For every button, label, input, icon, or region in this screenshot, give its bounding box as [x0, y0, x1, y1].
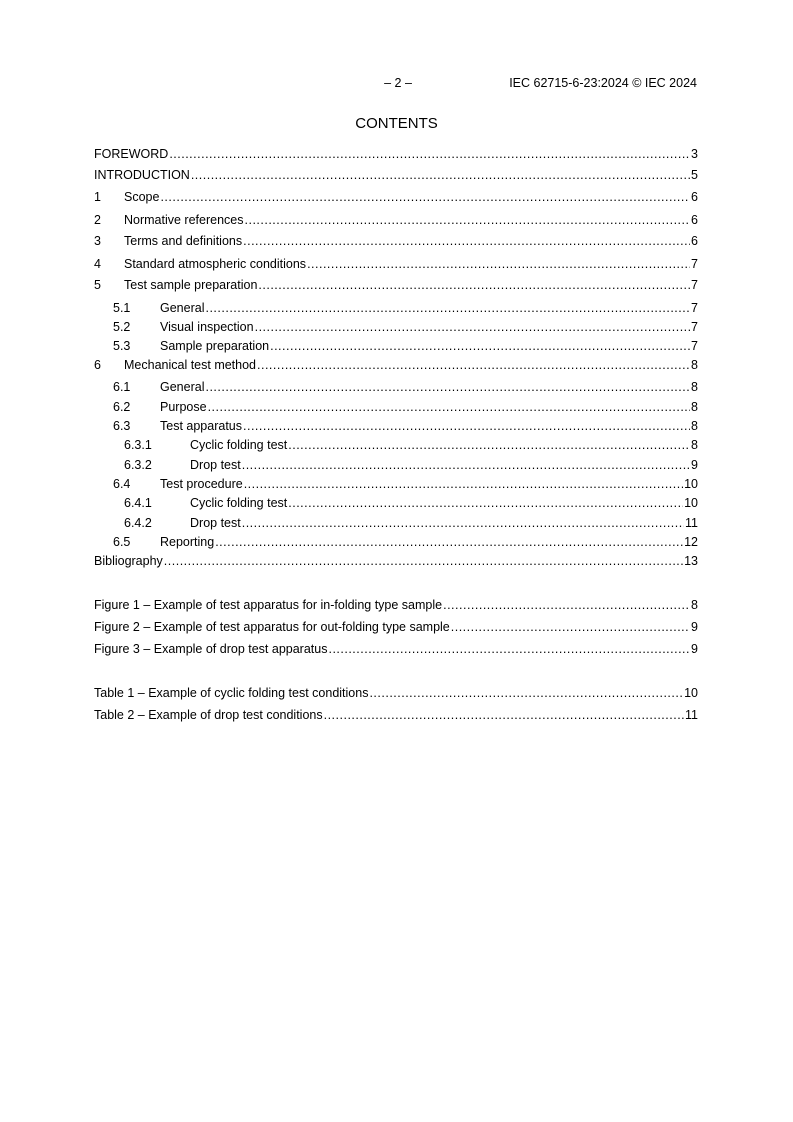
toc-entry-label: Purpose: [160, 400, 207, 414]
toc-entry-page: 5: [691, 168, 698, 182]
dot-leader: [288, 437, 690, 453]
toc-entry-page: 7: [691, 257, 698, 271]
toc-entry-label: Cyclic folding test: [190, 496, 288, 510]
dot-leader: [169, 146, 690, 162]
dot-leader: [443, 597, 690, 613]
dot-leader: [257, 357, 690, 373]
toc-entry-page: 11: [685, 708, 698, 722]
dot-leader: [307, 256, 690, 272]
toc-entry[interactable]: [94, 476, 698, 492]
toc-entry[interactable]: [94, 619, 698, 635]
toc-entry-label: INTRODUCTION: [94, 168, 190, 182]
toc-entry-page: 12: [684, 535, 698, 549]
toc-entry[interactable]: [94, 597, 698, 613]
toc-entry-number: 6.3.1: [124, 438, 152, 452]
toc-entry-page: 9: [691, 642, 698, 656]
toc-entry-label: Figure 1 – Example of test apparatus for in-folding type sample: [94, 598, 443, 612]
toc-entry-number: 6.4.1: [124, 496, 152, 510]
toc-entry-page: 7: [691, 339, 698, 353]
toc-entry-label: Test apparatus: [160, 419, 242, 433]
dot-leader: [328, 641, 690, 657]
toc-entry-page: 10: [684, 496, 698, 510]
toc-entry-label: Bibliography: [94, 554, 163, 568]
toc-entry-page: 7: [691, 301, 698, 315]
toc-entry-label: Table 1 – Example of cyclic folding test conditions: [94, 686, 369, 700]
toc-entry-page: 8: [691, 598, 698, 612]
toc-entry-page: 6: [691, 234, 698, 248]
toc-entry-label: Reporting: [160, 535, 215, 549]
toc-entry[interactable]: [94, 534, 698, 550]
toc-entry-label: Figure 3 – Example of drop test apparatus: [94, 642, 328, 656]
toc-entry-label: Figure 2 – Example of test apparatus for out-folding type sample: [94, 620, 450, 634]
dot-leader: [244, 476, 683, 492]
toc-entry-number: 1: [94, 190, 101, 204]
toc-entry-number: 5.1: [113, 301, 131, 315]
dot-leader: [191, 167, 690, 183]
toc-entry-page: 10: [684, 686, 698, 700]
toc-entry-number: 3: [94, 234, 101, 248]
toc-entry-page: 7: [691, 320, 698, 334]
toc-entry[interactable]: [94, 707, 698, 723]
toc-entry[interactable]: [94, 437, 698, 453]
toc-entry-page: 13: [684, 554, 698, 568]
toc-entry-number: 6.5: [113, 535, 131, 549]
dot-leader: [369, 685, 683, 701]
toc-entry-number: 6.2: [113, 400, 131, 414]
toc-entry[interactable]: [94, 418, 698, 434]
dot-leader: [324, 707, 684, 723]
toc-entry-label: FOREWORD: [94, 147, 169, 161]
toc-entry-label: Cyclic folding test: [190, 438, 288, 452]
toc-entry[interactable]: [94, 641, 698, 657]
toc-entry[interactable]: [94, 277, 698, 293]
toc-entry[interactable]: [94, 399, 698, 415]
dot-leader: [205, 300, 690, 316]
toc-entry-label: Test sample preparation: [124, 278, 258, 292]
toc-entry[interactable]: [94, 256, 698, 272]
toc-entry-page: 8: [691, 400, 698, 414]
toc-entry-number: 5: [94, 278, 101, 292]
toc-entry-label: Drop test: [190, 516, 241, 530]
contents-title: CONTENTS: [355, 115, 438, 132]
document-reference: IEC 62715-6-23:2024 © IEC 2024: [509, 76, 697, 90]
dot-leader: [242, 457, 690, 473]
toc-entry[interactable]: [94, 457, 698, 473]
dot-leader: [164, 553, 683, 569]
dot-leader: [215, 534, 683, 550]
toc-entry-number: 5.3: [113, 339, 131, 353]
dot-leader: [243, 233, 690, 249]
toc-entry-number: 6.3: [113, 419, 131, 433]
toc-entry-page: 8: [691, 419, 698, 433]
toc-entry-page: 6: [691, 190, 698, 204]
toc-entry-number: 6: [94, 358, 101, 372]
dot-leader: [205, 379, 690, 395]
toc-entry-label: Scope: [124, 190, 160, 204]
toc-entry-page: 11: [685, 516, 698, 530]
toc-entry-number: 5.2: [113, 320, 131, 334]
toc-entry-label: General: [160, 301, 205, 315]
toc-entry-page: 10: [684, 477, 698, 491]
toc-entry-number: 6.1: [113, 380, 131, 394]
dot-leader: [288, 495, 683, 511]
toc-entry[interactable]: [94, 146, 698, 162]
toc-entry[interactable]: [94, 233, 698, 249]
toc-entry-page: 8: [691, 380, 698, 394]
toc-entry[interactable]: [94, 167, 698, 183]
toc-entry[interactable]: [94, 553, 698, 569]
toc-entry-label: General: [160, 380, 205, 394]
toc-entry-number: 6.3.2: [124, 458, 152, 472]
toc-entry-number: 4: [94, 257, 101, 271]
toc-entry[interactable]: [94, 515, 698, 531]
toc-entry-label: Standard atmospheric conditions: [124, 257, 307, 271]
dot-leader: [258, 277, 690, 293]
toc-entry-page: 3: [691, 147, 698, 161]
toc-entry-label: Table 2 – Example of drop test conditions: [94, 708, 323, 722]
toc-entry-label: Terms and definitions: [124, 234, 243, 248]
toc-entry-label: Visual inspection: [160, 320, 254, 334]
toc-entry-label: Test procedure: [160, 477, 243, 491]
toc-entry-page: 7: [691, 278, 698, 292]
page-number: – 2 –: [384, 76, 412, 90]
toc-entry[interactable]: [94, 685, 698, 701]
toc-entry-page: 6: [691, 213, 698, 227]
toc-entry[interactable]: [94, 212, 698, 228]
toc-entry[interactable]: [94, 189, 698, 205]
dot-leader: [245, 212, 691, 228]
toc-entry-label: Drop test: [190, 458, 241, 472]
dot-leader: [255, 319, 690, 335]
toc-entry-number: 2: [94, 213, 101, 227]
dot-leader: [451, 619, 690, 635]
toc-entry[interactable]: [94, 357, 698, 373]
toc-entry[interactable]: [94, 319, 698, 335]
toc-entry-page: 9: [691, 620, 698, 634]
toc-entry-label: Sample preparation: [160, 339, 270, 353]
toc-entry-label: Normative references: [124, 213, 244, 227]
toc-entry[interactable]: [94, 379, 698, 395]
dot-leader: [160, 189, 690, 205]
dot-leader: [208, 399, 690, 415]
toc-entry[interactable]: [94, 495, 698, 511]
dot-leader: [270, 338, 690, 354]
toc-entry-number: 6.4.2: [124, 516, 152, 530]
dot-leader: [242, 515, 684, 531]
toc-entry-page: 8: [691, 358, 698, 372]
dot-leader: [243, 418, 690, 434]
toc-entry-page: 9: [691, 458, 698, 472]
toc-entry-label: Mechanical test method: [124, 358, 257, 372]
toc-entry-number: 6.4: [113, 477, 131, 491]
toc-entry-page: 8: [691, 438, 698, 452]
toc-entry[interactable]: [94, 338, 698, 354]
toc-entry[interactable]: [94, 300, 698, 316]
